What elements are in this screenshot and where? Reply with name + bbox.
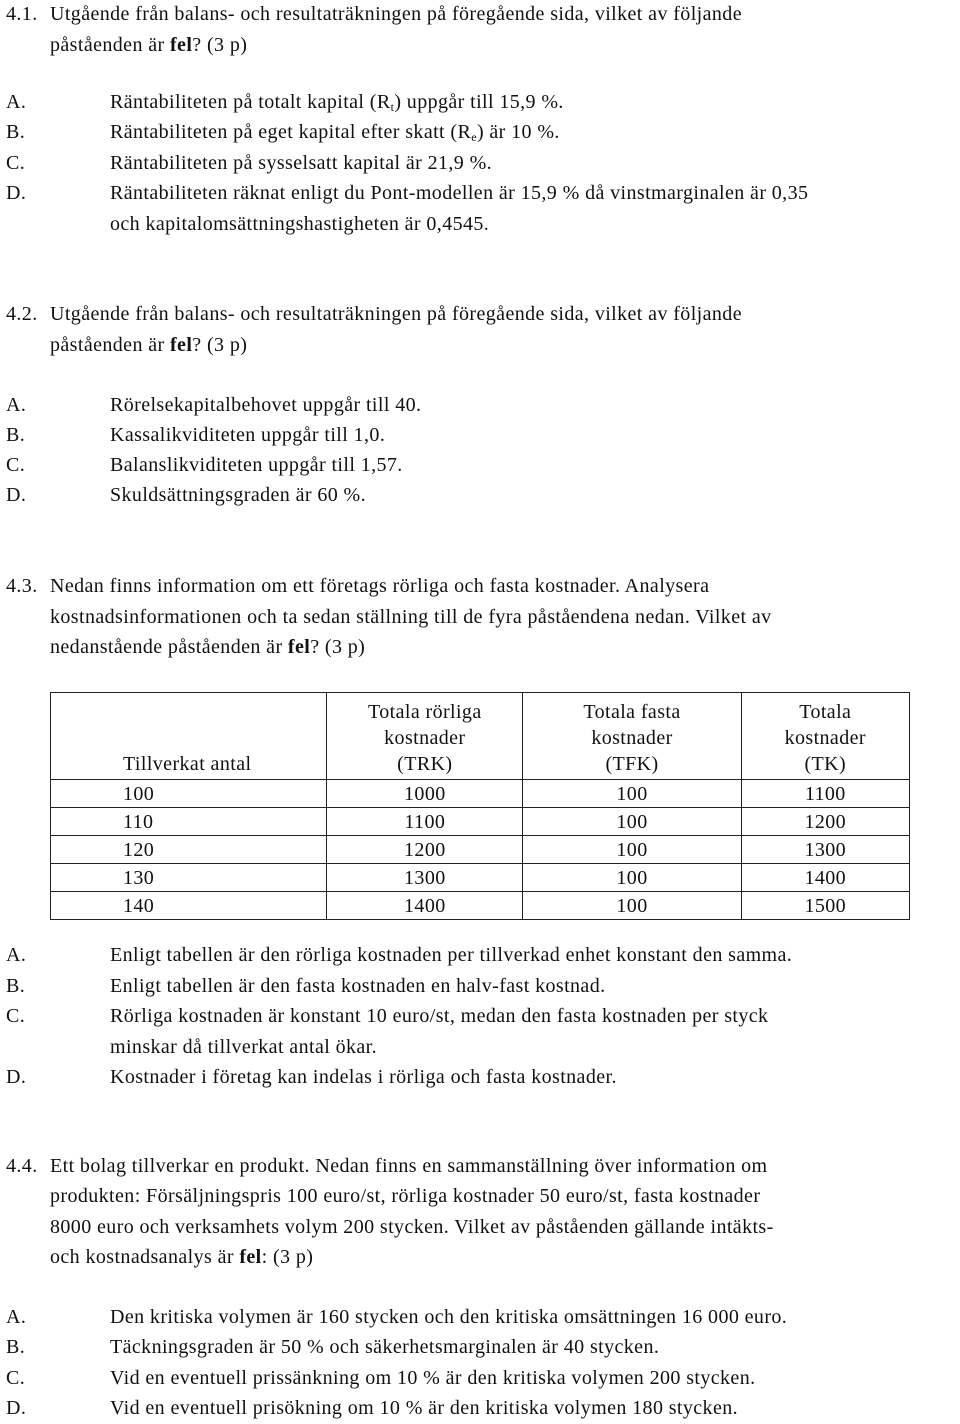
header-tfk: Totala fasta kostnader (TFK)	[523, 693, 741, 780]
table-row	[51, 892, 910, 920]
question-text-line: nedanstående påståenden är fel? (3 p)	[50, 636, 366, 658]
table-cell: 1000	[327, 780, 523, 808]
question-number: 4.2.	[6, 303, 38, 325]
option-text: Räntabiliteten på eget kapital efter skatt $(R_e)$ är 10 %.	[110, 121, 560, 144]
option-text: Skuldsättningsgraden är 60 %.	[110, 484, 367, 506]
option-text: Räntabiliteten räknat enligt du Pont-modellen är 15,9 % då vinstmarginalen är 0,35	[110, 182, 809, 204]
question-text-line: 8000 euro och verksamhets volym 200 stycken. Vilket av påståenden gällande intäkts-	[50, 1216, 774, 1238]
option-label: A.	[6, 944, 27, 966]
header-trk: Totala rörliga kostnader (TRK)	[327, 693, 523, 780]
option-text: Enligt tabellen är den rörliga kostnaden per tillverkad enhet konstant den samma.	[110, 944, 793, 966]
table-cell: 120	[51, 836, 327, 864]
table-cell: 1300	[741, 836, 909, 864]
table-cell: 130	[51, 864, 327, 892]
table-cell: 1300	[327, 864, 523, 892]
option-label: B.	[6, 1336, 26, 1358]
option-text: Täckningsgraden är 50 % och säkerhetsmarginalen är 40 stycken.	[110, 1336, 660, 1358]
option-label: B.	[6, 975, 26, 997]
emphasis-fel: fel	[287, 636, 311, 658]
table-cell: 100	[51, 780, 327, 808]
question-text-line: påståenden är fel? (3 p)	[50, 334, 248, 356]
question-number: 4.3.	[6, 575, 38, 597]
option-label: B.	[6, 121, 26, 143]
table-cell: 1400	[741, 864, 909, 892]
header-tillverkat-antal: Tillverkat antal	[51, 693, 327, 780]
option-text-cont: minskar då tillverkat antal ökar.	[110, 1036, 378, 1058]
table-cell: 1200	[327, 836, 523, 864]
question-text-line: påståenden är fel? (3 p)	[50, 34, 248, 56]
option-text: Vid en eventuell prissänkning om 10 % är den kritiska volymen 200 stycken.	[110, 1367, 756, 1389]
table-cell: 1200	[741, 808, 909, 836]
option-text: Kostnader i företag kan indelas i rörliga och fasta kostnader.	[110, 1066, 617, 1088]
emphasis-fel: fel	[239, 1246, 262, 1268]
emphasis-fel: fel	[170, 334, 193, 356]
question-text-line: produkten: Försäljningspris 100 euro/st, rörliga kostnader 50 euro/st, fasta kostnader	[50, 1185, 761, 1207]
question-number: 4.4.	[6, 1155, 38, 1177]
cost-table	[50, 692, 910, 920]
table-cell: 140	[51, 892, 327, 920]
option-label: D.	[6, 1066, 27, 1088]
table-cell: 1400	[327, 892, 523, 920]
table-cell: 100	[523, 892, 741, 920]
option-label: B.	[6, 424, 26, 446]
table-cell: 1100	[327, 808, 523, 836]
option-text: Räntabiliteten på sysselsatt kapital är 21,9 %.	[110, 152, 493, 174]
question-text-line: Utgående från balans- och resultaträkningen på föregående sida, vilket av följande	[50, 303, 742, 325]
header-tk: Totala kostnader (TK)	[741, 693, 909, 780]
option-label: A.	[6, 91, 27, 113]
question-text-line: Nedan finns information om ett företags rörliga och fasta kostnader. Analysera	[50, 575, 710, 597]
table-cell: 1100	[741, 780, 909, 808]
question-text-line: och kostnadsanalys är fel: (3 p)	[50, 1246, 314, 1268]
option-label: C.	[6, 1367, 26, 1389]
option-text: Den kritiska volymen är 160 stycken och den kritiska omsättningen 16 000 euro.	[110, 1306, 788, 1328]
table-cell: 110	[51, 808, 327, 836]
option-label: A.	[6, 1306, 27, 1328]
question-text-line: kostnadsinformationen och ta sedan ställning till de fyra påståendena nedan. Vilket av	[50, 606, 772, 628]
question-text-line: Utgående från balans- och resultaträkningen på föregående sida, vilket av följande	[50, 3, 742, 25]
table-cell: 100	[523, 836, 741, 864]
table-row	[51, 780, 910, 808]
question-number: 4.1.	[6, 3, 38, 25]
table-row	[51, 864, 910, 892]
option-label: D.	[6, 484, 27, 506]
table-cell: 100	[523, 864, 741, 892]
option-text: Räntabiliteten på totalt kapital $(R_t)$ uppgår till 15,9 %.	[110, 91, 564, 114]
option-text: Rörliga kostnaden är konstant 10 euro/st, medan den fasta kostnaden per styck	[110, 1005, 769, 1027]
option-text: Balanslikviditeten uppgår till 1,57.	[110, 454, 403, 476]
option-label: C.	[6, 152, 26, 174]
option-label: D.	[6, 1397, 27, 1419]
table-header-row	[51, 693, 910, 780]
table-cell: 100	[523, 780, 741, 808]
option-text: Vid en eventuell prisökning om 10 % är den kritiska volymen 180 stycken.	[110, 1397, 739, 1419]
table-cell: 1500	[741, 892, 909, 920]
option-text: Rörelsekapitalbehovet uppgår till 40.	[110, 394, 422, 416]
table-row	[51, 836, 910, 864]
question-text-line: Ett bolag tillverkar en produkt. Nedan finns en sammanställning över information om	[50, 1155, 768, 1177]
table-row	[51, 808, 910, 836]
option-text: Enligt tabellen är den fasta kostnaden en halv-fast kostnad.	[110, 975, 606, 997]
option-text-cont: och kapitalomsättningshastigheten är 0,4545.	[110, 213, 490, 235]
option-label: C.	[6, 454, 26, 476]
option-label: C.	[6, 1005, 26, 1027]
option-label: D.	[6, 182, 27, 204]
option-label: A.	[6, 394, 27, 416]
option-text: Kassalikviditeten uppgår till 1,0.	[110, 424, 386, 446]
table-cell: 100	[523, 808, 741, 836]
emphasis-fel: fel	[170, 34, 193, 56]
